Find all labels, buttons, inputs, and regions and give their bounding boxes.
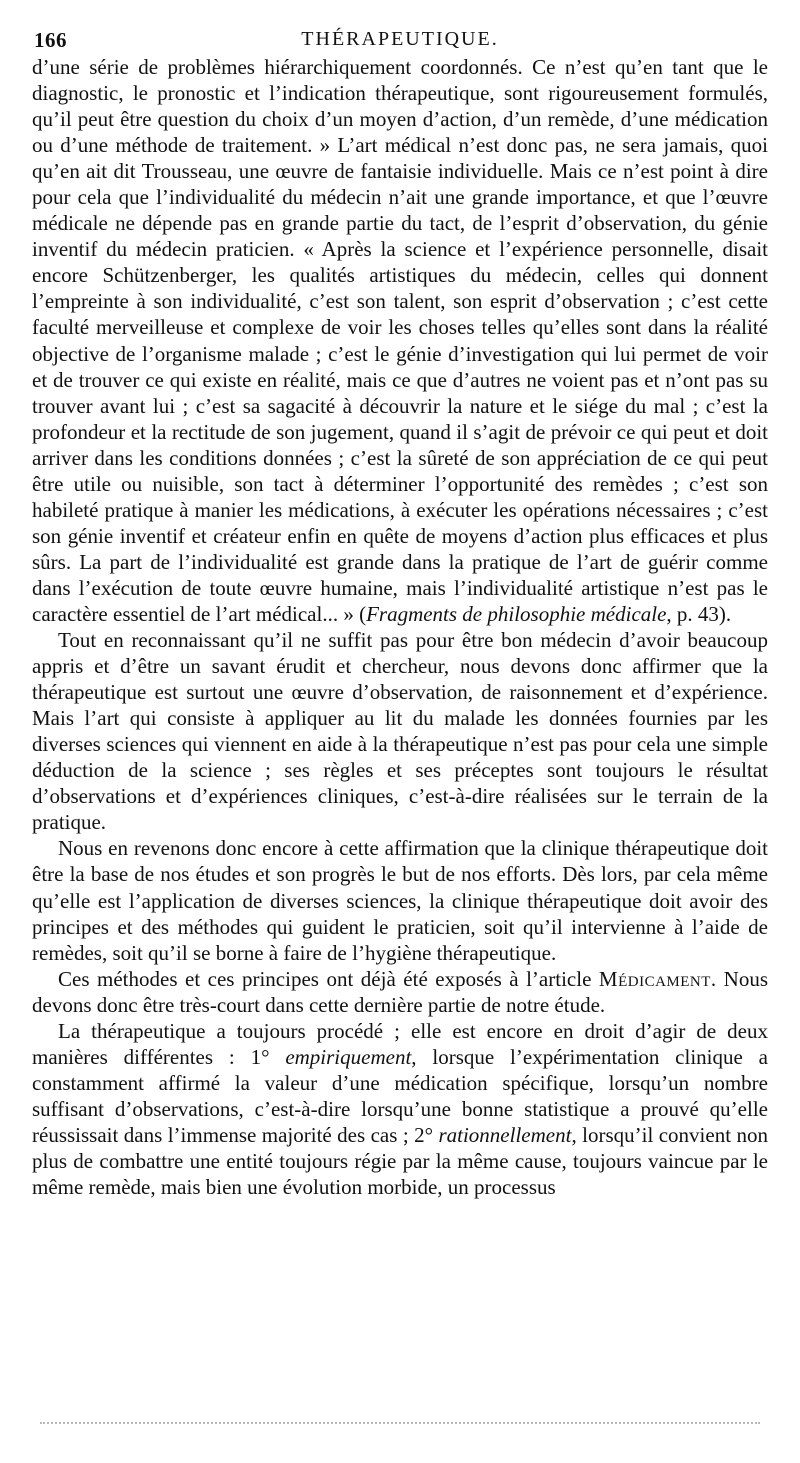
running-title: THÉRAPEUTIQUE.: [301, 28, 499, 50]
paragraph-5-part-b: , lorsque l’expérimentation clinique a constamment affirmé la valeur d’une médication spécifique, lorsqu’un nombre suffisant d’observations, c’est-à-dire lorsqu’une bonne statistique a prouvé qu’elle réussissait dans l’immense majorité des cas ; 2°: [32, 1044, 768, 1147]
page-number: 166: [34, 28, 67, 52]
citation-title: Fragments de philosophie médicale: [366, 601, 667, 626]
running-head: [32, 22, 768, 54]
citation-page: , p. 43).: [666, 601, 732, 626]
body-text: [32, 54, 768, 1200]
paragraph-1-text: d’une série de problèmes hiérarchiquement coordonnés. Ce n’est qu’en tant que le diagnostic, le pronostic et l’indication thérapeutique, sont rigoureusement formulés, qu’il peut être question du choix d’un moyen d’action, d’un remède, d’une médication ou d’une méthode de traitement. » L’art médical n’est donc pas, ne sera jamais, quoi qu’en ait dit Trousseau, une œuvre de fantaisie individuelle. Mais ce n’est point à dire pour cela que l’individualité du médecin n’ait une grande importance, et que l’œuvre médicale ne dépende pas en grande partie du tact, de l’esprit d’observation, du génie inventif du médecin praticien. « Après la science et l’expérience personnelle, disait encore Schützenberger, les qualités artistiques du médecin, celles qui donnent l’empreinte à son individualité, c’est son talent, son esprit d’observation ; c’est cette faculté merveilleuse et complexe de voir les choses telles qu’elles sont dans la réalité objective de l’organisme malade ; c’est le génie d’investigation qui lui permet de voir et de trouver ce qui existe en réalité, mais ce que d’autres ne voient pas et n’ont pas su trouver avant lui ; c’est sa sagacité à découvrir la nature et le siége du mal ; c’est la profondeur et la rectitude de son jugement, quand il s’agit de prévoir ce qui peut et doit arriver dans les conditions données ; c’est la sûreté de son appréciation de ce qui peut être utile ou nuisible, son tact à déterminer l’opportunité des remèdes ; c’est son habileté pratique à manier les médications, à exécuter les opérations nécessaires ; c’est son génie inventif et créateur enfin en quête de moyens d’action plus efficaces et plus sûrs. La part de l’individualité est grande dans la pratique de l’art de guérir comme dans l’exécution de toute œuvre humaine, mais l’individualité artistique n’est pas le caractère essentiel de l’art médical... » (: [32, 55, 768, 626]
paragraph-4-end: . Nous devons donc être très-court dans cette dernière partie de notre étude.: [32, 966, 769, 1017]
book-page: [32, 22, 768, 1200]
paragraph-4-start: Ces méthodes et ces principes ont déjà été exposés à l’article: [58, 966, 599, 991]
paragraph-5-part-c: , lorsqu’il convient non plus de combattre une entité toujours régie par la même cause, toujours vaincue par le même remède, mais bien une évolution morbide, un processus: [32, 1122, 768, 1200]
page-bottom-rule: [40, 1422, 760, 1424]
paragraph-5: [32, 1018, 768, 1200]
paragraph-1: [32, 54, 768, 627]
emphasis-empiriquement: empiriquement: [285, 1044, 412, 1069]
article-reference: Médicament: [598, 966, 711, 991]
paragraph-4: [32, 966, 768, 1018]
paragraph-3: Nous en revenons donc encore à cette affirmation que la clinique thérapeutique doit être la base de nos études et son progrès le but de nos efforts. Dès lors, par cela même qu’elle est l’application de diverses sciences, la clinique thérapeutique doit avoir des principes et des méthodes qui guident le praticien, soit qu’il intervienne à l’aide de remèdes, soit qu’il se borne à faire de l’hygiène thérapeutique.: [32, 836, 768, 965]
emphasis-rationnellement: rationnellement: [438, 1122, 572, 1147]
paragraph-2: Tout en reconnaissant qu’il ne suffit pas pour être bon médecin d’avoir beaucoup appris et d’être un savant érudit et chercheur, nous devons donc affirmer que la thérapeutique est surtout une œuvre d’observation, de raisonnement et d’expérience. Mais l’art qui consiste à appliquer au lit du malade les données fournies par les diverses sciences qui viennent en aide à la thérapeutique n’est pas pour cela une simple déduction de la science ; ses règles et ses préceptes sont toujours le résultat d’observations et d’expériences cliniques, c’est-à-dire réalisées sur le terrain de la pratique.: [32, 628, 768, 835]
paragraph-5-part-a: La thérapeutique a toujours procédé ; elle est encore en droit d’agir de deux manières différentes : 1°: [32, 1018, 768, 1069]
